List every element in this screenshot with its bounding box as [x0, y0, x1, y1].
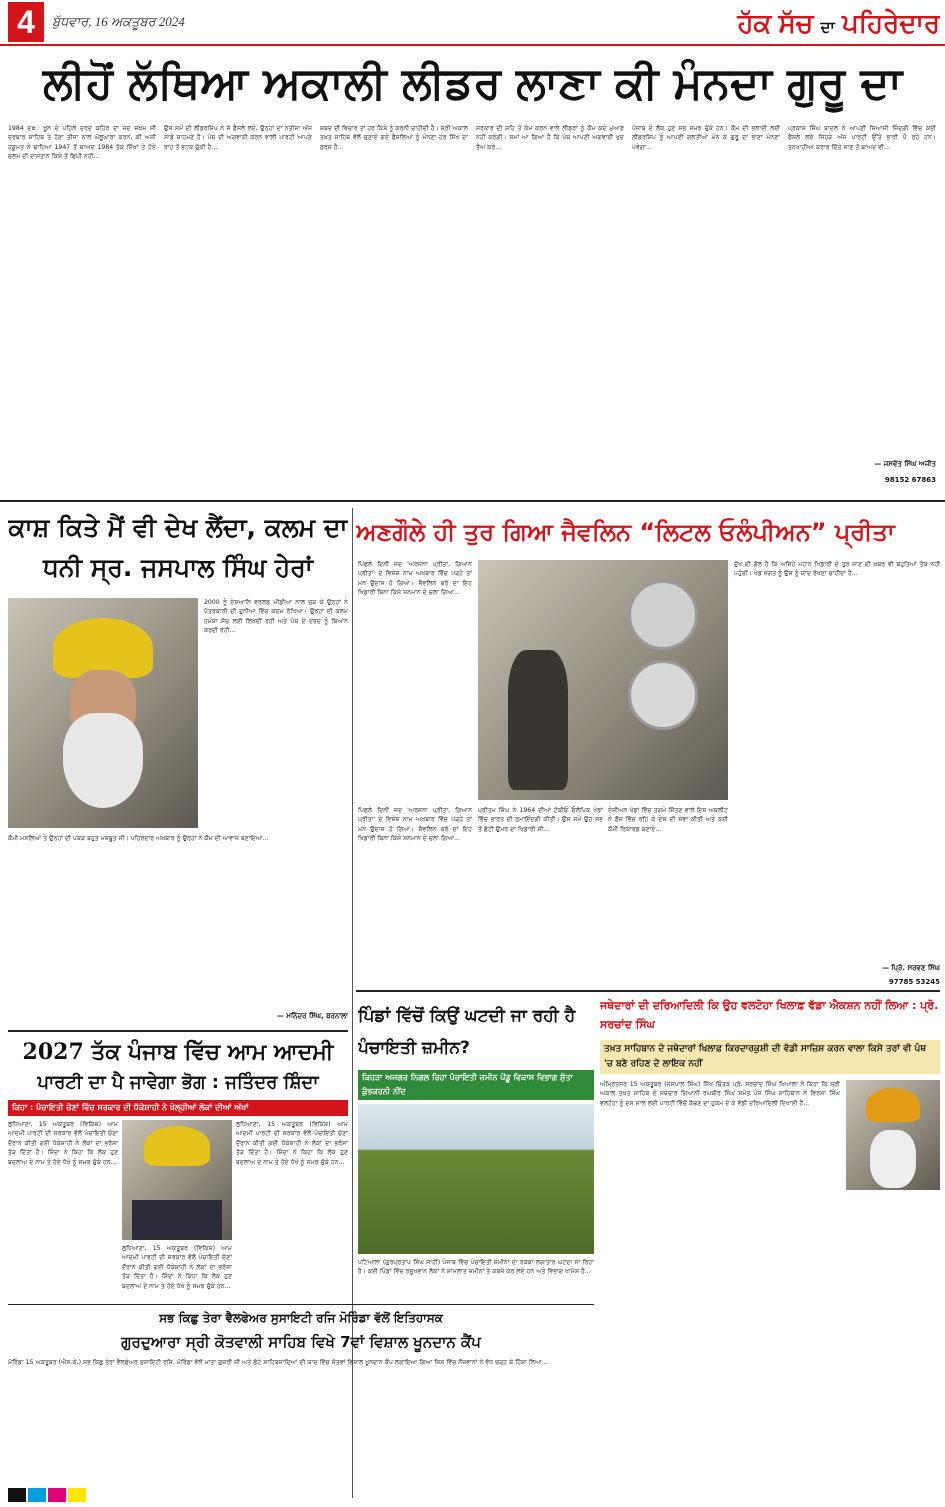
paper-name — [690, 4, 940, 42]
jaspal-author: — ਮਨਿੰਦਰ ਸਿੰਘ, ਬਰਨਾਲਾ — [276, 1012, 348, 1020]
jaspal-divider — [8, 1030, 348, 1032]
paper-name-main: ਹੱਕ ਸੱਚ — [737, 8, 814, 38]
jaspal-headline: ਕਾਸ਼ ਕਿਤੇ ਮੈਂ ਵੀ ਦੇਖ ਲੈਂਦਾ, ਕਲਮ ਦਾ ਧਨੀ ਸ੍ਰ. ਜਸਪਾਲ ਸਿੰਘ ਹੇਰਾਂ — [8, 513, 348, 582]
aap-kicker: ਕਿਹਾ : ਪੰਚਾਇਤੀ ਚੋਣਾਂ ਵਿੱਚ ਸਰਕਾਰ ਦੀ ਧੱਕੇਸ਼ਾਹੀ ਨੇ ਖੋਲ੍ਹੀਆਂ ਲੋਕਾਂ ਦੀਆਂ ਅੱਖਾਂ — [8, 1100, 348, 1116]
aap-headline-line1: 2027 ਤੱਕ ਪੰਜਾਬ ਵਿੱਚ ਆਮ ਆਦਮੀ — [22, 1039, 334, 1065]
issue-date: ਬੁੱਧਵਾਰ, 16 ਅਕਤੂਬਰ 2024 — [52, 14, 185, 29]
panchayat-headline: ਪਿੰਡਾਂ ਵਿੱਚੋਂ ਕਿਉਂ ਘਟਦੀ ਜਾ ਰਹੀ ਹੈ ਪੰਚਾਇਤੀ ਜ਼ਮੀਨ? — [358, 1006, 576, 1058]
jathedar-headline: ਜਥੇਦਾਰਾਂ ਦੀ ਦਰਿਆਦਿਲੀ ਕਿ ਉਹ ਵਲਟੋਹਾ ਖਿਲਾਫ਼ ਵੱਡਾ ਐਕਸ਼ਨ ਨਹੀਂ ਲਿਆ : ਪ੍ਰੋ. ਸਰਚਾਂਦ ਸਿੰਘ — [600, 999, 939, 1031]
shinda-portrait — [122, 1120, 232, 1240]
reg-magenta — [48, 1488, 66, 1502]
javelin-column-4: ਦੁੱਖ ਦੀ ਗੱਲ ਹੈ ਕਿ ਅਜਿਹੇ ਮਹਾਨ ਖਿਡਾਰੀ ਦੇ ਤੁਰ ਜਾਣ ਦੀ ਖ਼ਬਰ ਵੀ ਬਹੁਤਿਆਂ ਤੱਕ ਨਹੀਂ ਪਹੁੰਚੀ। ਖੇਡ ਜਗਤ ਨੂੰ ਉਸ ਨੂੰ ਯਾਦ ਰੱਖਣਾ ਚਾਹੀਦਾ ਹੈ... — [734, 561, 940, 578]
javelin-column-3: ਏਸ਼ੀਅਨ ਖੇਡਾਂ ਵਿੱਚ ਤਗਮੇ ਜਿੱਤਣ ਵਾਲੇ ਇਸ ਅਥਲੀਟ ਨੇ ਫ਼ੌਜ ਵਿੱਚ ਰਹਿ ਕੇ ਦੇਸ਼ ਦੀ ਸੇਵਾ ਕੀਤੀ ਅਤੇ ਕਈ ਕੌਮੀ ਰਿਕਾਰਡ ਬਣਾਏ... — [608, 807, 728, 833]
jaspal-column-bottom: ਕੌਮੀ ਮਸਲਿਆਂ ਤੇ ਉਨ੍ਹਾਂ ਦੀ ਪਕੜ ਬਹੁਤ ਮਜ਼ਬੂਤ ਸੀ। ਪਹਿਰੇਦਾਰ ਅਖ਼ਬਾਰ ਨੂੰ ਉਨ੍ਹਾਂ ਨੇ ਕੌਮ ਦੀ ਆਵਾਜ਼ ਬਣਾਇਆ... — [8, 835, 269, 842]
javelin-column-2: ਪ੍ਰੀਤਮ ਸਿੰਘ ਨੇ 1964 ਦੀਆਂ ਟੋਕੀਓ ਓਲੰਪਿਕ ਖੇਡਾਂ ਵਿੱਚ ਭਾਰਤ ਦੀ ਨੁਮਾਇੰਦਗੀ ਕੀਤੀ। ਉਸ ਸਮੇਂ ਉਹ ਸਭ ਤੋਂ ਛੋਟੀ ਉਮਰ ਦਾ ਖਿਡਾਰੀ ਸੀ... — [478, 807, 603, 833]
aap-text-left: ਲੁਧਿਆਣਾ, 15 ਅਕਤੂਬਰ (ਵਿਕਿਸ਼) ਆਮ ਆਦਮੀ ਪਾਰਟੀ ਦੀ ਸਰਕਾਰ ਵੱਲੋਂ ਪੰਚਾਇਤੀ ਚੋਣਾਂ ਦੌਰਾਨ ਕੀਤੀ ਗਈ ਧੱਕੇਸ਼ਾਹੀ ਨੇ ਲੋਕਾਂ ਦਾ ਭਰੋਸਾ ਤੋੜ ਦਿੱਤਾ ਹੈ। ਸ਼ਿੰਦਾ ਨੇ ਕਿਹਾ ਕਿ ਲੋਕ ਹੁਣ ਬਦਲਾਅ ਦੇ ਨਾਮ ਤੇ ਹੋਏ ਧੋਖੇ ਨੂੰ ਸਮਝ ਚੁੱਕੇ ਹਨ... — [8, 1121, 118, 1166]
paper-name-mid: ਦਾ — [820, 19, 835, 36]
masthead-rule — [0, 44, 945, 46]
jaspal-column-right: 2000 ਨੂੰ ਏਸ਼ਆਨਿ ਵਰਲਡ ਮੀਡੀਆ ਨਾਲ ਜੁੜ ਕੇ ਉਨ੍ਹਾਂ ਨੇ ਪੱਤਰਕਾਰੀ ਦੀ ਦੁਨੀਆ ਵਿੱਚ ਕਦਮ ਰੱਖਿਆ। ਉਨ੍ਹਾਂ ਦੀ ਕਲਮ ਹਮੇਸ਼ਾ ਸੱਚ ਲਈ ਲਿਖਦੀ ਰਹੀ ਅਤੇ ਪੰਥ ਦੇ ਦਰਦ ਨੂੰ ਬਿਆਨ ਕਰਦੀ ਰਹੀ... — [204, 599, 348, 635]
beard-shape-2 — [870, 1130, 916, 1188]
turban-shape-3 — [144, 1126, 210, 1166]
lead-column-6: ਪ੍ਰਕਾਸ਼ ਸਿੰਘ ਬਾਦਲ ਨੇ ਆਪਣੀ ਸਿਆਸੀ ਜ਼ਿੰਦਗੀ ਵਿੱਚ ਕਈ ਫੈਸਲੇ ਲਏ ਜਿਹੜੇ ਅੱਜ ਪਾਰਟੀ ਉੱਤੇ ਭਾਰੀ ਪੈ ਰਹੇ ਹਨ। ਤਨਖਾਹੀਆ ਕਰਾਰ ਦਿੱਤੇ ਜਾਣ ਤੋਂ ਬਾਅਦ ਵੀ... — [788, 125, 936, 151]
panchayat-subhead: ਕਿਹੜਾ ਅਜਗਰ ਨਿਗਲ ਰਿਹਾ ਪੰਚਾਇਤੀ ਜ਼ਮੀਨ ਪੇਂਡੂ ਵਿਕਾਸ ਵਿਭਾਗ ਸੁੱਤਾ ਕੁੰਭਕਰਨੀ ਨੀਂਦ — [358, 1070, 594, 1100]
aap-kicker-text: ਪੰਚਾਇਤੀ ਚੋਣਾਂ ਵਿੱਚ ਸਰਕਾਰ ਦੀ ਧੱਕੇਸ਼ਾਹੀ ਨੇ ਖੋਲ੍ਹੀਆਂ ਲੋਕਾਂ ਦੀਆਂ ਅੱਖਾਂ — [36, 1103, 249, 1112]
lead-body — [8, 124, 938, 496]
javelin-author: — ਪ੍ਰਿੰ. ਸਰਵਣ ਸਿੰਘ — [881, 964, 940, 972]
lead-author: — ਜਸਵੰਤ ਸਿੰਘ ਅਜੀਤ — [874, 460, 936, 468]
lead-column-3: ਸ਼ਬਦ ਦੀ ਵਿਚਾਰ ਤਾਂ ਹਰ ਕਿਸੇ ਨੂੰ ਕਰਨੀ ਚਾਹੀਦੀ ਹੈ। ਸ੍ਰੀ ਅਕਾਲ ਤਖ਼ਤ ਸਾਹਿਬ ਵੱਲੋਂ ਸੁਣਾਏ ਗਏ ਫੈਸਲਿਆਂ ਨੂੰ ਮੰਨਣਾ ਹਰ ਸਿੱਖ ਦਾ ਫ਼ਰਜ਼ ਹੈ... — [320, 125, 468, 151]
jathedar-subhead: ਤਖ਼ਤ ਸਾਹਿਬਾਨ ਦੇ ਜਥੇਦਾਰਾਂ ਖਿਲਾਫ਼ ਕਿਰਦਾਰਕੁਸ਼ੀ ਦੀ ਵੱਡੀ ਸਾਜ਼ਿਸ਼ ਕਰਨ ਵਾਲਾ ਕਿਸੇ ਤਰਾਂ ਵੀ ਪੰਥ 'ਚ ਬਣੇ ਰਹਿਣ ਦੇ ਲਾਇਕ ਨਹੀਂ — [600, 1040, 940, 1074]
lead-column-4: ਸਰਕਾਰ ਦੀ ਸ਼ਹਿ ਤੇ ਕੰਮ ਕਰਨ ਵਾਲੇ ਲੀਡਰਾਂ ਨੂੰ ਕੌਮ ਕਦੇ ਮੁਆਫ਼ ਨਹੀਂ ਕਰੇਗੀ। ਸਮਾਂ ਆ ਗਿਆ ਹੈ ਕਿ ਪੰਥ ਆਪਣੀ ਅਗਵਾਈ ਖੁਦ ਤੈਅ ਕਰੇ... — [476, 125, 624, 151]
beard-shape — [63, 713, 143, 808]
gurdwara-headline: ਸਭ ਕਿਛੁ ਤੇਰਾ ਵੈਲਫੇਅਰ ਸੁਸਾਇਟੀ ਰਜਿ ਮੋਰਿੰਡਾ ਵੱਲੋਂ ਇਤਿਹਾਸਕ — [159, 1311, 443, 1325]
page-number: 4 — [8, 2, 44, 42]
javelin-divider — [356, 990, 940, 992]
aap-kicker-label: ਕਿਹਾ — [12, 1103, 28, 1112]
aap-text-bottom: ਲੁਧਿਆਣਾ, 15 ਅਕਤੂਬਰ (ਵਿਕਿਸ਼) ਆਮ ਆਦਮੀ ਪਾਰਟੀ ਦੀ ਸਰਕਾਰ ਵੱਲੋਂ ਪੰਚਾਇਤੀ ਚੋਣਾਂ ਦੌਰਾਨ ਕੀਤੀ ਗਈ ਧੱਕੇਸ਼ਾਹੀ ਨੇ ਲੋਕਾਂ ਦਾ ਭਰੋਸਾ ਤੋੜ ਦਿੱਤਾ ਹੈ। ਸ਼ਿੰਦਾ ਨੇ ਕਿਹਾ ਕਿ ਲੋਕ ਹੁਣ ਬਦਲਾਅ ਦੇ ਨਾਮ ਤੇ ਹੋਏ ਧੋਖੇ ਨੂੰ ਸਮਝ ਚੁੱਕੇ ਹਨ... — [122, 1245, 232, 1290]
lead-headline: ਲੀਹੋਂ ਲੱਥਿਆ ਅਕਾਲੀ ਲੀਡਰ ਲਾਣਾ ਕੀ ਮੰਨਦਾ ਗੁਰੂ ਦਾ — [42, 58, 903, 109]
paper-name-end: ਪਹਿਰੇਦਾਰ — [842, 8, 940, 38]
gurdwara-headline-2: ਗੁਰਦੁਆਰਾ ਸ੍ਰੀ ਕੋਤਵਾਲੀ ਸਾਹਿਬ ਵਿਖੇ 7ਵਾਂ ਵਿਸ਼ਾਲ ਖੂਨਦਾਨ ਕੈਂਪ — [121, 1333, 481, 1351]
javelin-headline: ਅਣਗੌਲੇ ਹੀ ਤੁਰ ਗਿਆ ਜੈਵਲਿਨ “ਲਿਟਲ ਓਲੰਪੀਅਨ” ਪ੍ਰੀਤਾ — [356, 518, 895, 546]
field-photo — [358, 1104, 594, 1254]
panchayat-text: ਪਟਿਆਲਾ (ਗੁਰਪ੍ਰਤਾਪ ਸਿੰਘ ਸਾਹੀ) ਪੰਜਾਬ ਵਿੱਚ ਪੰਚਾਇਤੀ ਜ਼ਮੀਨਾਂ ਦਾ ਰਕਬਾ ਲਗਾਤਾਰ ਘਟਦਾ ਜਾ ਰਿਹਾ ਹੈ। ਕਈ ਪਿੰਡਾਂ ਵਿੱਚ ਰਸੂਖਵਾਨ ਲੋਕਾਂ ਨੇ ਸ਼ਾਮਲਾਤ ਜ਼ਮੀਨਾਂ ਤੇ ਕਬਜ਼ੇ ਕਰ ਲਏ ਹਨ ਅਤੇ ਵਿਭਾਗ ਖਾਮੋਸ਼ ਹੈ... — [358, 1259, 594, 1276]
sarchand-portrait — [846, 1080, 940, 1190]
medal-shape-2 — [628, 660, 698, 730]
lead-phone: 98152 67863 — [884, 476, 936, 484]
jaspal-portrait — [8, 598, 198, 828]
lead-column-5: ਪੰਜਾਬ ਦੇ ਲੋਕ ਹੁਣ ਸਭ ਸਮਝ ਚੁੱਕੇ ਹਨ। ਕੌਮ ਦੀ ਭਲਾਈ ਲਈ ਲੀਡਰਸ਼ਿਪ ਨੂੰ ਆਪਣੀ ਗਲਤੀਆਂ ਮੰਨ ਕੇ ਗੁਰੂ ਦਾ ਭਾਣਾ ਮੰਨਣਾ ਪਵੇਗਾ... — [632, 125, 780, 151]
jathedar-text: ਅੰਮ੍ਰਿਤਸਰ 15 ਅਕਤੂਬਰ (ਜਸਪਾਲ ਸਿੰਘ) ਸਿੱਖ ਚਿੰਤਕ ਪ੍ਰੋ. ਸਰਚਾਂਦ ਸਿੰਘ ਖਿਆਲਾ ਨੇ ਕਿਹਾ ਕਿ ਸ੍ਰੀ ਅਕਾਲ ਤਖ਼ਤ ਸਾਹਿਬ ਦੇ ਜਥੇਦਾਰ ਗਿਆਨੀ ਰਘਬੀਰ ਸਿੰਘ ਸਮੇਤ ਪੰਜ ਸਿੰਘ ਸਾਹਿਬਾਨ ਨੇ ਵਿਰਸਾ ਸਿੰਘ ਵਲਟੋਹਾ ਨੂੰ ਦਸ ਸਾਲ ਲਈ ਪਾਰਟੀ ਵਿੱਚੋਂ ਕੱਢਣ ਦਾ ਹੁਕਮ ਦੇ ਕੇ ਵੱਡੀ ਦਰਿਆਦਿਲੀ ਦਿਖਾਈ ਹੈ... — [600, 1081, 840, 1107]
turban-shape-2 — [866, 1088, 920, 1122]
medal-shape — [628, 580, 698, 650]
turban-shape — [53, 618, 153, 678]
javelin-column-1b: ਪਿਛਲੇ ਦਿਨੀਂ ਜਦ 'ਅਰਜਨਾ ਪ੍ਰੀਤਾ, ਗਿਆਨ ਪ੍ਰੀਤਾ' ਦੇ ਵਿਸ਼ੇਸ਼ ਨਾਮ ਅਖ਼ਬਾਰ ਵਿੱਚ ਪੜ੍ਹੇ ਤਾਂ ਮਨ ਉਦਾਸ ਹੋ ਗਿਆ। ਜੈਵਲਿਨ ਥਰੋ ਦਾ ਇਹ ਖਿਡਾਰੀ ਬਿਨਾ ਕਿਸੇ ਸਨਮਾਨ ਦੇ ਚਲਾ ਗਿਆ... — [358, 807, 472, 843]
masthead — [0, 0, 945, 46]
javelin-photo — [478, 560, 728, 800]
javelin-phone: 97785 53245 — [888, 978, 940, 986]
lead-column-2: ਉਸ ਸਮੇਂ ਦੀ ਲੀਡਰਸ਼ਿਪ ਨੇ ਜੋ ਫੈਸਲੇ ਲਏ, ਉਨ੍ਹਾਂ ਦਾ ਨਤੀਜਾ ਅੱਜ ਸਾਡੇ ਸਾਹਮਣੇ ਹੈ। ਪੰਥ ਦੀ ਅਗਵਾਈ ਕਰਨ ਵਾਲੀ ਪਾਰਟੀ ਆਪਣੇ ਰਾਹ ਤੋਂ ਭਟਕ ਚੁੱਕੀ ਹੈ... — [164, 125, 312, 151]
javelin-column-1: ਪਿਛਲੇ ਦਿਨੀਂ ਜਦ 'ਅਰਜਨਾ ਪ੍ਰੀਤਾ, ਗਿਆਨ ਪ੍ਰੀਤਾ' ਦੇ ਵਿਸ਼ੇਸ਼ ਨਾਮ ਅਖ਼ਬਾਰ ਵਿੱਚ ਪੜ੍ਹੇ ਤਾਂ ਮਨ ਉਦਾਸ ਹੋ ਗਿਆ। ਜੈਵਲਿਨ ਥਰੋ ਦਾ ਇਹ ਖਿਡਾਰੀ ਬਿਨਾ ਕਿਸੇ ਸਨਮਾਨ ਦੇ ਚਲਾ ਗਿਆ... — [358, 561, 472, 597]
gurdwara-top-rule — [8, 1304, 594, 1305]
print-registration-bar — [0, 1484, 945, 1504]
lead-column-1: 1984 ਦേ ਖੂਨ ਦੇ ਪਹਿਲੇ ਦਰਦ ਕਹਿਰ ਦਾ ਜਦ ਜ਼ਖ਼ਮ ਸੀ ਦਰਬਾਰ ਸਾਹਿਬ ਤੇ ਹੋਣਾ ਤੀਜਾ ਨਾਲ ਘੱਲੂਘਾਰਾ ਕਰਨ, ਕੀ ਅਸੀ ਹਕੂਮਤ ਨੇ ਢਾਹਿਆ 1947 ਤੋਂ ਬਾਅਦ 1984 ਤੱਕ ਸਿੱਖਾਂ ਤੇ ਹੋਏ ਜ਼ੁਲਮ ਦੀ ਦਾਸਤਾਨ ਕਿਸੇ ਤੋਂ ਛਿਪੀ ਨਹੀਂ... — [8, 125, 156, 161]
aap-text-right: ਲੁਧਿਆਣਾ, 15 ਅਕਤੂਬਰ (ਵਿਕਿਸ਼) ਆਮ ਆਦਮੀ ਪਾਰਟੀ ਦੀ ਸਰਕਾਰ ਵੱਲੋਂ ਪੰਚਾਇਤੀ ਚੋਣਾਂ ਦੌਰਾਨ ਕੀਤੀ ਗਈ ਧੱਕੇਸ਼ਾਹੀ ਨੇ ਲੋਕਾਂ ਦਾ ਭਰੋਸਾ ਤੋੜ ਦਿੱਤਾ ਹੈ। ਸ਼ਿੰਦਾ ਨੇ ਕਿਹਾ ਕਿ ਲੋਕ ਹੁਣ ਬਦਲਾਅ ਦੇ ਨਾਮ ਤੇ ਹੋਏ ਧੋਖੇ ਨੂੰ ਸਮਝ ਚੁੱਕੇ ਹਨ... — [236, 1121, 348, 1166]
suit-shape — [132, 1200, 222, 1240]
reg-black — [8, 1488, 26, 1502]
lead-divider — [0, 500, 945, 502]
reg-cyan — [28, 1488, 46, 1502]
gurdwara-text: ਮੋਰਿੰਡਾ 15 ਅਕਤੂਬਰ (ਐਸ.ਕੇ.) ਸਭ ਕਿਛੁ ਤੇਰਾ ਵੈਲਫੇਅਰ ਸੁਸਾਇਟੀ ਰਜਿ. ਮੋਰਿੰਡਾ ਵੱਲੋਂ ਮਾਤਾ ਗੁਜਰੀ ਜੀ ਅਤੇ ਛੋਟੇ ਸਾਹਿਬਜ਼ਾਦਿਆਂ ਦੀ ਯਾਦ ਵਿੱਚ ਸੱਤਵਾਂ ਵਿਸ਼ਾਲ ਖੂਨਦਾਨ ਕੈਂਪ ਲਗਾਇਆ ਗਿਆ ਜਿਸ ਵਿੱਚ ਨੌਜਵਾਨਾਂ ਨੇ ਵੱਧ ਚੜ੍ਹ ਕੇ ਹਿੱਸਾ ਲਿਆ... — [8, 1359, 548, 1366]
athlete-silhouette — [508, 650, 568, 790]
aap-headline-line2: ਪਾਰਟੀ ਦਾ ਪੈ ਜਾਵੇਗਾ ਭੋਗ : ਜਤਿੰਦਰ ਸ਼ਿੰਦਾ — [37, 1072, 319, 1093]
reg-yellow — [68, 1488, 86, 1502]
